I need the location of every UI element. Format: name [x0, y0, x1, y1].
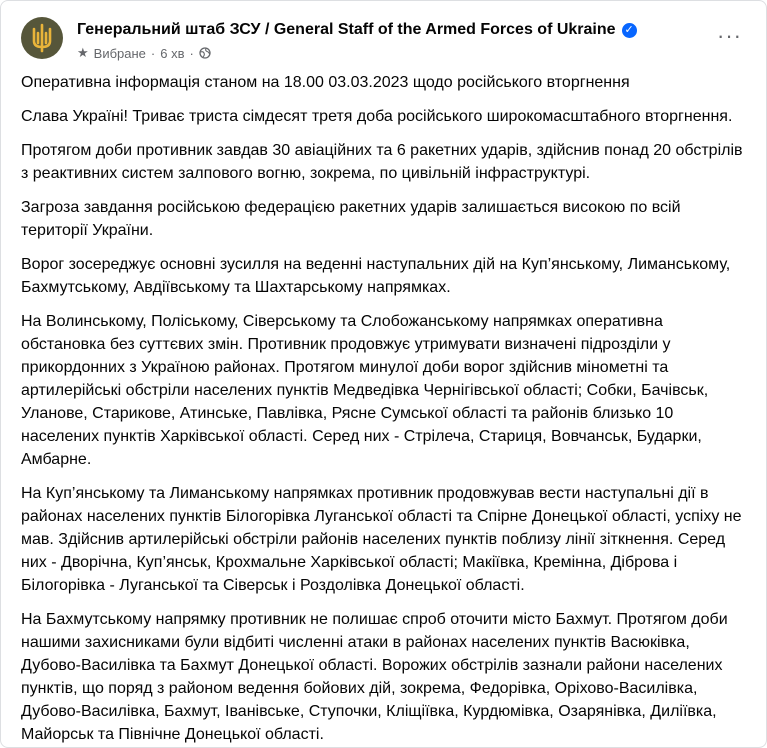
audience-label[interactable]: Вибране	[93, 45, 146, 61]
post-paragraph: Ворог зосереджує основні зусилля на веденні наступальних дій на Куп’янському, Лиманському, Бахмутському, Авдіївському та Шахтарському напрямках.	[21, 256, 731, 296]
meta-separator: ·	[150, 45, 156, 61]
post-paragraph: На Бахмутському напрямку противник не полишає спроб оточити місто Бахмут. Протягом доби нашими захисниками були відбиті численні атаки в районах населених пунктів Васюківка, Дубово-Василівка та Бахмут Донецької області. Ворожих обстрілів зазнали райони населених пунктів, що поряд з районом ведення бойових дій, зокрема, Федорівка, Оріхово-Василівка, Дубово-Василівка, Бахмут, Іванівське, Ступочки, Кліщіївка, Курдюмівка, Озарянівка, Диліївка, Майорськ та Північне Донецької області.	[21, 611, 728, 743]
post-paragraph: На Волинському, Поліському, Сіверському та Слобожанському напрямках оперативна обстановка без суттєвих змін. Противник продовжує утримувати визначені підрозділи у прикордонних з Україною районах. Протягом минулої доби ворог здійснив мінометні та артилерійські обстріли населених пунктів Медведівка Чернігівської області; Собки, Бачівськ, Уланове, Старикове, Атинське, Павлівка, Рясне Сумської області та районів близько 10 населених пунктів Харківської області. Серед них - Стрілеча, Стариця, Вовчанськ, Бударки, Амбарне.	[21, 313, 709, 468]
post-header	[21, 15, 750, 63]
globe-icon	[199, 47, 211, 59]
post-paragraph: На Куп’янському та Лиманському напрямках противник продовжував вести наступальні дії в районах населених пунктів Білогорівка Луганської області та Спірне Донецької області, успіху не мав. Здійснив артилерійські обстріли районів населених пунктів поблизу лінії зіткнення. Серед них - Дворічна, Куп’янськ, Крохмальне Харківської області; Макіївка, Кремінна, Діброва і Білогорівка - Луганської та Сіверськ і Роздолівка Донецької області.	[21, 485, 742, 594]
post-meta	[77, 45, 211, 61]
avatar[interactable]	[21, 17, 63, 59]
verified-badge-icon: ✓	[622, 23, 637, 38]
author-name[interactable]: Генеральний штаб ЗСУ / General Staff of the Armed Forces of Ukraine	[77, 21, 616, 38]
post-paragraph: Оперативна інформація станом на 18.00 03.03.2023 щодо російського вторгнення	[21, 74, 630, 91]
post-paragraph: Слава Україні! Триває триста сімдесят третя доба російського широкомасштабного вторгнення.	[21, 108, 733, 125]
post-text	[21, 71, 751, 748]
more-options-button[interactable]: ···	[717, 23, 742, 48]
trident-emblem-icon	[29, 23, 55, 53]
post-paragraph: Загроза завдання російською федерацією ракетних ударів залишається високою по всій території України.	[21, 199, 681, 239]
post-time[interactable]: 6 хв	[160, 45, 185, 61]
author-row	[77, 21, 637, 39]
favorites-star-icon: ★	[77, 45, 89, 60]
meta-separator-2: ·	[189, 45, 194, 61]
post-paragraph: Протягом доби противник завдав 30 авіаційних та 6 ракетних ударів, здійснив понад 20 обстрілів з реактивних систем залпового вогню, зокрема, по цивільній інфраструктурі.	[21, 142, 743, 182]
